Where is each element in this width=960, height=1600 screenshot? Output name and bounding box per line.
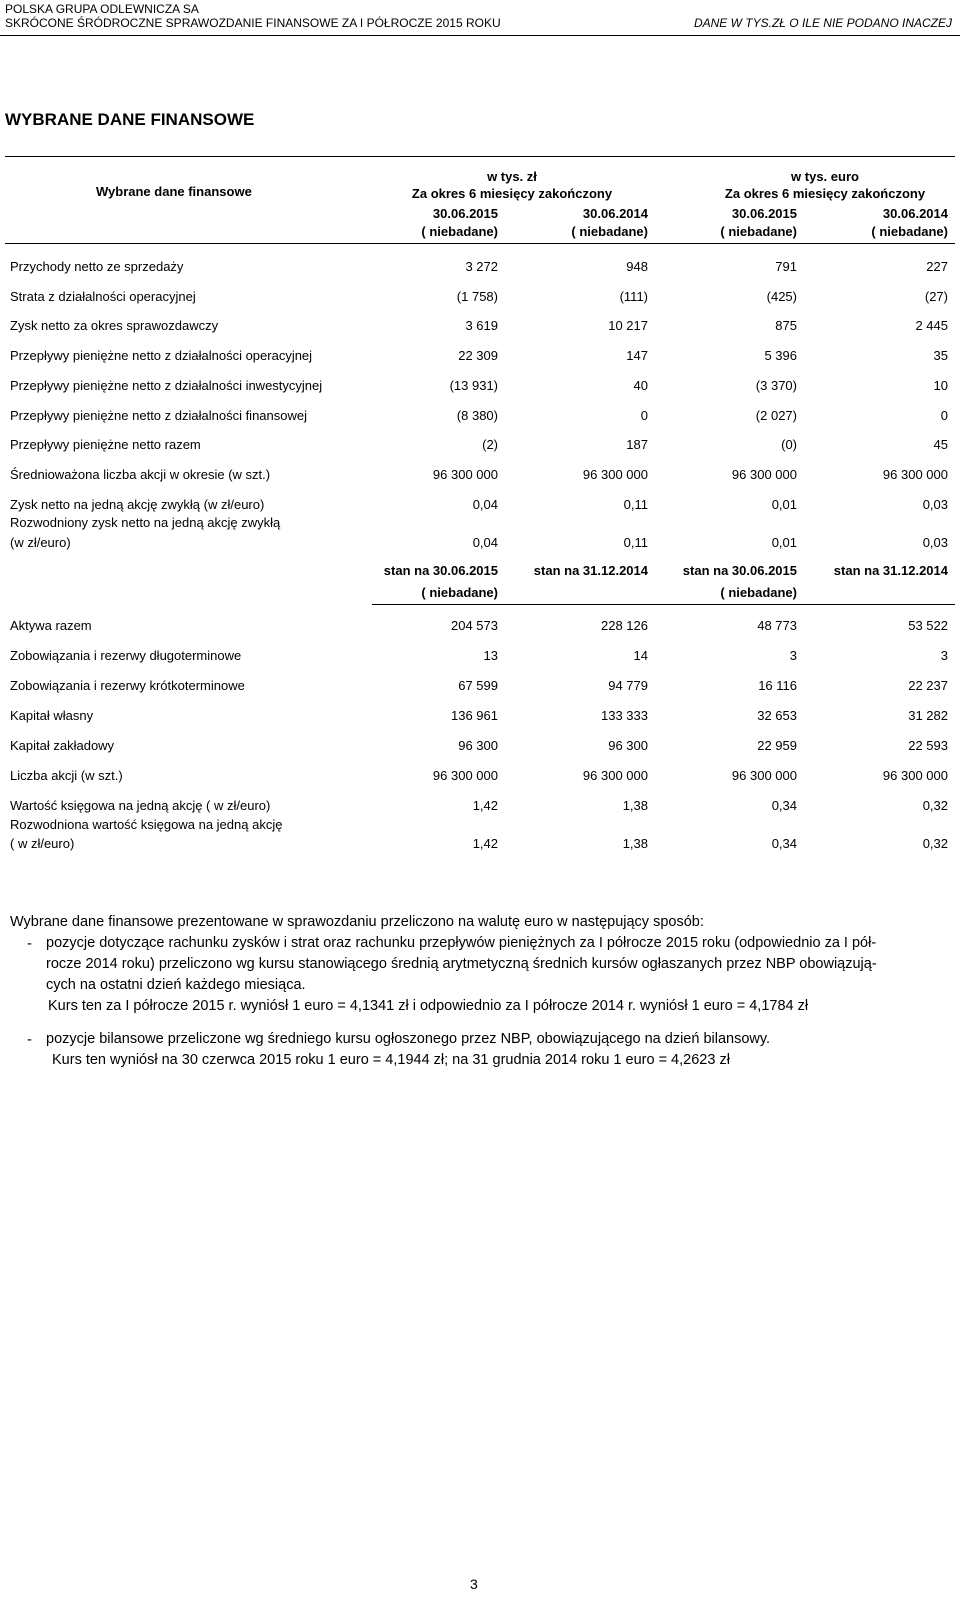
- cell: 96 300 000: [432, 467, 498, 482]
- row-label: Zysk netto za okres sprawozdawczy: [10, 318, 219, 333]
- cell: 22 593: [908, 738, 948, 753]
- unaudited-col-3: ( niebadane): [720, 224, 797, 239]
- cell: 53 522: [908, 618, 948, 633]
- row-label: Przepływy pieniężne netto z działalności operacyjnej: [10, 348, 313, 363]
- note-item-1-line-2: rocze 2014 roku) przeliczono wg kursu stanowiącego średnią arytmetyczną średnich kursów ogłaszanych przez NBP obowiązują-: [46, 956, 877, 972]
- row-label: Przepływy pieniężne netto z działalności inwestycyjnej: [10, 378, 323, 393]
- cell: 96 300 000: [882, 467, 948, 482]
- row-label: Zysk netto na jedną akcję zwykłą (w zł/euro): [10, 497, 265, 512]
- cell: 228 126: [601, 618, 648, 633]
- cell: 875: [775, 318, 797, 333]
- report-title: SKRÓCONE ŚRÓDROCZNE SPRAWOZDANIE FINANSOWE ZA I PÓŁROCZE 2015 ROKU: [5, 16, 501, 30]
- cell: 48 773: [757, 618, 797, 633]
- cell: 3: [789, 648, 797, 663]
- cell: 791: [775, 259, 797, 274]
- cell: 0,04: [472, 535, 498, 550]
- cell: (111): [619, 289, 648, 304]
- cell: 22 959: [757, 738, 797, 753]
- cell: 1,38: [622, 798, 648, 813]
- balance-header-rule: [372, 604, 955, 605]
- row-label: Przepływy pieniężne netto z działalności finansowej: [10, 408, 307, 423]
- cell: 16 116: [758, 678, 797, 693]
- cell: 2 445: [915, 318, 948, 333]
- cell: (13 931): [449, 378, 498, 393]
- company-name: POLSKA GRUPA ODLEWNICZA SA: [5, 2, 199, 16]
- cell: 40: [633, 378, 648, 393]
- page-header: [0, 0, 960, 36]
- cell: 10: [933, 378, 948, 393]
- date-col-4: 30.06.2014: [882, 206, 948, 221]
- cell: 22 309: [458, 348, 498, 363]
- cell: (8 380): [456, 408, 498, 423]
- cell: (0): [781, 437, 797, 452]
- cell: 0,34: [771, 836, 797, 851]
- bullet-1: -: [27, 935, 32, 952]
- row-label: Aktywa razem: [10, 618, 92, 633]
- cell: 0: [640, 408, 648, 423]
- date-col-3: 30.06.2015: [731, 206, 797, 221]
- cell: 1,42: [472, 798, 498, 813]
- notes-intro: Wybrane dane finansowe prezentowane w sprawozdaniu przeliczono na walutę euro w następujący sposób:: [10, 914, 704, 930]
- cell: (3 370): [755, 378, 797, 393]
- cell: 0,03: [922, 535, 948, 550]
- date-col-1: 30.06.2015: [432, 206, 498, 221]
- cell: 0,11: [623, 497, 648, 512]
- cell: 1,42: [472, 836, 498, 851]
- pln-group-header: w tys. zł: [487, 169, 537, 184]
- cell: 96 300 000: [582, 467, 648, 482]
- cell: 0: [940, 408, 948, 423]
- row-label: Rozwodniony zysk netto na jedną akcję zwykłą: [10, 515, 281, 530]
- row-label: Wartość księgowa na jedną akcję ( w zł/euro): [10, 798, 271, 813]
- row-label: Rozwodniona wartość księgowa na jedną akcję: [10, 817, 283, 832]
- cell: (1 758): [456, 289, 498, 304]
- cell: 96 300 000: [882, 768, 948, 783]
- cell: 187: [626, 437, 648, 452]
- balance-header-1: stan na 30.06.2015: [383, 563, 498, 578]
- cell: 0,11: [623, 535, 648, 550]
- cell: 0,32: [922, 836, 948, 851]
- table-top-rule: [5, 156, 955, 157]
- pln-period-label: Za okres 6 miesięcy zakończony: [411, 186, 613, 201]
- row-label: Kapitał zakładowy: [10, 738, 115, 753]
- balance-header-2: stan na 31.12.2014: [533, 563, 648, 578]
- cell: 35: [933, 348, 948, 363]
- cell: 32 653: [757, 708, 797, 723]
- row-label: Zobowiązania i rezerwy krótkoterminowe: [10, 678, 245, 693]
- header-bottom-rule: [5, 243, 955, 244]
- cell: 96 300 000: [731, 768, 797, 783]
- note-item-2-line-1: pozycje bilansowe przeliczone wg średniego kursu ogłoszonego przez NBP, obowiązującego na dzień bilansowy.: [46, 1031, 771, 1047]
- first-col-header: Wybrane dane finansowe: [96, 184, 252, 199]
- note-item-1-line-3: cych na ostatni dzień każdego miesiąca.: [46, 977, 306, 993]
- cell: 0,01: [771, 497, 797, 512]
- note-item-2-rate: Kurs ten wyniósł na 30 czerwca 2015 roku 1 euro = 4,1944 zł; na 31 grudnia 2014 roku 1 euro = 4,2623 zł: [52, 1052, 730, 1068]
- cell: 31 282: [908, 708, 948, 723]
- cell: 0,03: [922, 497, 948, 512]
- row-label: Liczba akcji (w szt.): [10, 768, 123, 783]
- cell: (2 027): [755, 408, 797, 423]
- cell: 948: [626, 259, 648, 274]
- unaudited-col-4: ( niebadane): [871, 224, 948, 239]
- date-col-2: 30.06.2014: [582, 206, 648, 221]
- unaudited-col-1: ( niebadane): [421, 224, 498, 239]
- cell: 147: [626, 348, 648, 363]
- cell: 1,38: [622, 836, 648, 851]
- cell: 96 300 000: [582, 768, 648, 783]
- row-label: Zobowiązania i rezerwy długoterminowe: [10, 648, 242, 663]
- cell: 10 217: [608, 318, 648, 333]
- row-label: Przepływy pieniężne netto razem: [10, 437, 201, 452]
- cell: 45: [933, 437, 948, 452]
- eur-period-label: Za okres 6 miesięcy zakończony: [724, 186, 926, 201]
- cell: 3 272: [465, 259, 498, 274]
- balance-unaudited-1: ( niebadane): [421, 585, 498, 600]
- page-number: 3: [470, 1576, 478, 1592]
- units-note: DANE W TYS.ZŁ O ILE NIE PODANO INACZEJ: [693, 16, 952, 30]
- cell: 136 961: [451, 708, 498, 723]
- eur-group-header: w tys. euro: [791, 169, 859, 184]
- cell: (2): [482, 437, 498, 452]
- cell: 94 779: [608, 678, 648, 693]
- row-label: Średnioważona liczba akcji w okresie (w szt.): [10, 467, 271, 482]
- cell: 96 300 000: [731, 467, 797, 482]
- cell: 227: [926, 259, 948, 274]
- balance-header-3: stan na 30.06.2015: [682, 563, 797, 578]
- cell: 22 237: [908, 678, 948, 693]
- cell: 96 300: [608, 738, 648, 753]
- row-label: ( w zł/euro): [10, 836, 75, 851]
- cell: 204 573: [451, 618, 498, 633]
- note-item-1-line-1: pozycje dotyczące rachunku zysków i strat oraz rachunku przepływów pieniężnych za I półrocze 2015 roku (odpowiednio za I pół-: [46, 935, 877, 951]
- cell: 0,04: [472, 497, 498, 512]
- row-label: Przychody netto ze sprzedaży: [10, 259, 184, 274]
- cell: 67 599: [458, 678, 498, 693]
- cell: 96 300: [458, 738, 498, 753]
- cell: 3: [940, 648, 948, 663]
- cell: 5 396: [764, 348, 797, 363]
- row-label: Kapitał własny: [10, 708, 94, 723]
- cell: 3 619: [465, 318, 498, 333]
- cell: 0,32: [922, 798, 948, 813]
- cell: 96 300 000: [432, 768, 498, 783]
- cell: 13: [483, 648, 498, 663]
- bullet-2: -: [27, 1031, 32, 1048]
- balance-header-4: stan na 31.12.2014: [833, 563, 948, 578]
- cell: 14: [633, 648, 648, 663]
- unaudited-col-2: ( niebadane): [571, 224, 648, 239]
- cell: 0,01: [771, 535, 797, 550]
- cell: 0,34: [771, 798, 797, 813]
- balance-unaudited-3: ( niebadane): [720, 585, 797, 600]
- row-label: Strata z działalności operacyjnej: [10, 289, 196, 304]
- row-label: (w zł/euro): [10, 535, 71, 550]
- cell: 133 333: [601, 708, 648, 723]
- cell: (27): [924, 289, 948, 304]
- note-item-1-rate: Kurs ten za I półrocze 2015 r. wyniósł 1 euro = 4,1341 zł i odpowiednio za I półrocze 2014 r. wyniósł 1 euro = 4,1784 zł: [48, 998, 809, 1014]
- cell: (425): [766, 289, 797, 304]
- section-title: WYBRANE DANE FINANSOWE: [5, 110, 255, 129]
